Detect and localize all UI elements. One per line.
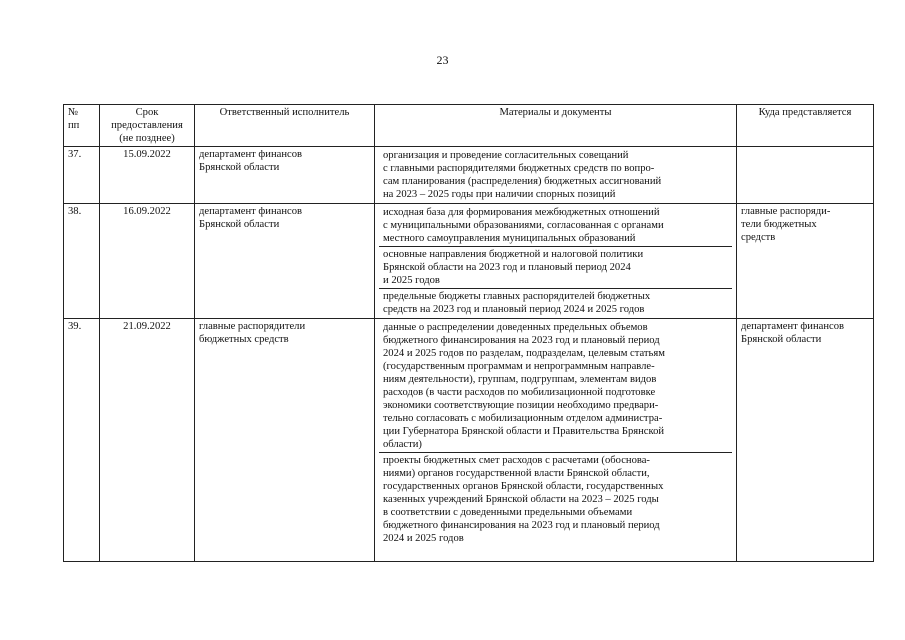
row-num: 38. bbox=[64, 204, 100, 319]
material-item: проекты бюджетных смет расходов с расчетами (обоснова- ниями) органов государственной власти Брянской области, государственных органов Брянской области, государственных казенных учреждений Брянской области на 2023 – 2025 годы в соответствии с доведенными предельными объемами бюджетного финансирования на 2023 год и плановый период 2024 и 2025 годов bbox=[379, 452, 732, 546]
page-number: 23 bbox=[436, 53, 449, 67]
row-materials bbox=[375, 147, 737, 204]
header-executor: Ответственный исполнитель bbox=[195, 105, 375, 147]
row-executor: департамент финансов Брянской области bbox=[195, 204, 375, 319]
material-item: основные направления бюджетной и налоговой политики Брянской области на 2023 год и плановый период 2024 и 2025 годов bbox=[379, 246, 732, 288]
row-num: 39. bbox=[64, 319, 100, 562]
header-num: № пп bbox=[64, 105, 100, 147]
row-destination: департамент финансов Брянской области bbox=[737, 319, 874, 562]
row-deadline: 21.09.2022 bbox=[100, 319, 195, 562]
material-item: предельные бюджеты главных распорядителей бюджетных средств на 2023 год и плановый период 2024 и 2025 годов bbox=[379, 288, 732, 317]
row-destination bbox=[737, 147, 874, 204]
row-deadline: 15.09.2022 bbox=[100, 147, 195, 204]
table-row bbox=[64, 319, 874, 562]
header-materials: Материалы и документы bbox=[375, 105, 737, 147]
schedule-table bbox=[63, 104, 874, 562]
row-deadline: 16.09.2022 bbox=[100, 204, 195, 319]
table-row bbox=[64, 204, 874, 319]
row-num: 37. bbox=[64, 147, 100, 204]
row-executor: главные распорядители бюджетных средств bbox=[195, 319, 375, 562]
row-materials bbox=[375, 204, 737, 319]
table-row bbox=[64, 147, 874, 204]
material-item: данные о распределении доведенных предельных объемов бюджетного финансирования на 2023 год и плановый период 2024 и 2025 годов по разделам, подразделам, целевым статьям (государственным программам и непрограммным направле- ниям деятельности), группам, подгруппам, элементам видов расходов (в части расходов по мобилизационной подготовке экономики соответствующие позиции необходимо предвари- тельно согласовать с мобилизационным отделом администра- ции Губернатора Брянской области и Правительства Брянской области) bbox=[383, 322, 665, 450]
header-deadline: Срок предоставления (не позднее) bbox=[100, 105, 195, 147]
row-materials bbox=[375, 319, 737, 562]
row-executor: департамент финансов Брянской области bbox=[195, 147, 375, 204]
table-header-row bbox=[64, 105, 874, 147]
material-item: исходная база для формирования межбюджетных отношений с муниципальными образованиями, согласованная с органами местного самоуправления муниципальных образований bbox=[383, 207, 664, 244]
material-item: организация и проведение согласительных совещаний с главными распорядителями бюджетных средств по вопро- сам планирования (распределения) бюджетных ассигнований на 2023 – 2025 годы при наличии спорных позиций bbox=[383, 150, 662, 200]
row-destination: главные распоряди- тели бюджетных средств bbox=[737, 204, 874, 319]
header-destination: Куда представляется bbox=[737, 105, 874, 147]
